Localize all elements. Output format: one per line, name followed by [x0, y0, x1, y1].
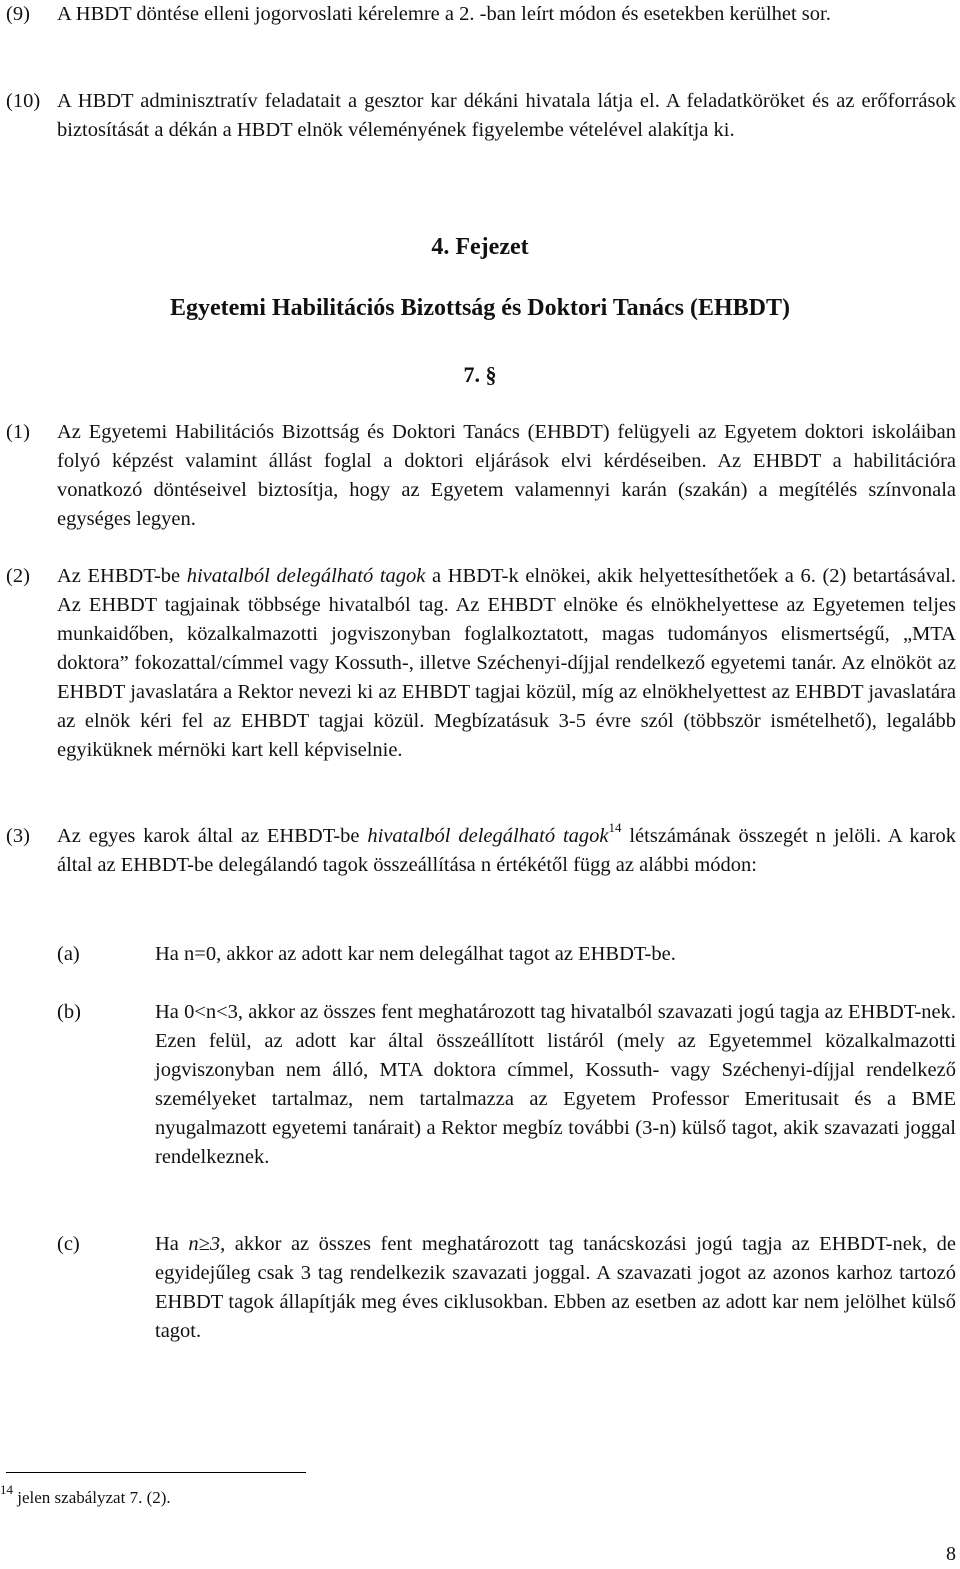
paragraph-number: (10) [6, 90, 41, 112]
paragraph-text: Az Egyetemi Habilitációs Bizottság és Doktori Tanács (EHBDT) felügyeli az Egyetem doktori iskoláiban folyó képzést valamint állást foglal a doktori eljárások elvi kérdéseiben. Az EHBDT a habilitációra vonatkozó döntéseivel biztosítja, hogy az Egyetem valamennyi karán (szakán) a megítélés színvonala egységes legyen. [57, 421, 956, 530]
chapter-subtitle: Egyetemi Habilitációs Bizottság és Doktori Tanács (EHBDT) [170, 295, 790, 321]
section-number: 7. § [463, 362, 497, 387]
subitem-text [155, 1230, 956, 1346]
emphasis-text: n≥3 [188, 1233, 221, 1255]
subitem-text: Ha n=0, akkor az adott kar nem delegálhat tagot az EHBDT-be. [155, 943, 676, 965]
subitem-label: (b) [57, 1001, 81, 1023]
text-run: létszámának összegét n jelöli. A karok által az EHBDT-be delegálandó tagok összeállítása n értékétől függ az alábbi módon: [57, 825, 957, 876]
paragraph-number: (2) [6, 565, 30, 587]
paragraph-number: (3) [6, 825, 30, 847]
subitem-label: (c) [57, 1233, 80, 1255]
paragraph-text [57, 822, 956, 880]
text-run: Az egyes karok által az EHBDT-be [57, 825, 368, 847]
page-number: 8 [946, 1543, 956, 1565]
paragraph-text: A HBDT döntése elleni jogorvoslati kérelemre a 2. -ban leírt módon és esetekben kerülhet sor. [57, 3, 831, 25]
text-run: a HBDT-k elnökei, akik helyettesíthetőek a 6. (2) betartásával. Az EHBDT tagjainak többsége hivatalból tag. Az EHBDT elnöke és elnökhelyettese az Egyetemen teljes munkaidőben, közalkalmazotti jogviszonyban foglalkoztatott, magas tudományos elismertségű, „MTA doktora” fokozattal/címmel vagy Kossuth-, illetve Széchenyi-díjjal rendelkező egyetemi tanár. Az elnököt az EHBDT javaslatára a Rektor nevezi ki az EHBDT tagjai közül, míg az elnökhelyettest az EHBDT javaslatára az elnök kéri fel az EHBDT tagjai közül. Megbízatásuk 3-5 évre szól (többször ismételhető), legalább egyiküknek mérnöki kart kell képviselnie. [57, 565, 956, 761]
emphasis-text: hivatalból delegálható tagok [367, 825, 609, 847]
subitem-label: (a) [57, 943, 80, 965]
text-run: Ha [155, 1233, 189, 1255]
footnote-mark: 14 [0, 1482, 13, 1498]
footnote-text: jelen szabályzat 7. (2). [13, 1488, 171, 1507]
footnote-ref: 14 [608, 820, 622, 836]
paragraph-text: A HBDT adminisztratív feladatait a gesztor kar dékáni hivatala látja el. A feladatköröket és az erőforrások biztosítását a dékán a HBDT elnök véleményének figyelembe vételével alakítja ki. [57, 90, 956, 141]
text-run: , akkor az összes fent meghatározott tag tanácskozási jogú tagja az EHBDT-nek, de egyidejűleg csak 3 tag rendelkezik szavazati joggal. A szavazati jogot az azonos karhoz tartozó EHBDT tagok állapítják meg éves ciklusokban. Ebben az esetben az adott kar nem jelölhet külső tagot. [155, 1233, 957, 1342]
paragraph-number: (1) [6, 421, 30, 443]
chapter-title: 4. Fejezet [431, 234, 529, 260]
paragraph-text [57, 562, 956, 765]
emphasis-text: hivatalból delegálható tagok [186, 565, 426, 587]
subitem-text: Ha 0<n<3, akkor az összes fent meghatározott tag hivatalból szavazati jogú tagja az EHBDT-nek. Ezen felül, az adott kar által összeállított listáról (mely az Egyetemmel közalkalmazotti jogviszonyban nem álló, MTA doktora címmel, Kossuth- vagy Széchenyi-díjjal rendelkező személyeket tartalmaz, nem tartalmazza az Egyetem Professor Emeritusait és a BME nyugalmazott egyetemi tanárait) a Rektor megbíz további (3-n) külső tagot, akik szavazati joggal rendelkeznek. [155, 1001, 956, 1168]
footnote [0, 1482, 171, 1509]
paragraph-number: (9) [6, 3, 30, 25]
footnote-separator [6, 1472, 306, 1473]
text-run: Az EHBDT-be [57, 565, 187, 587]
